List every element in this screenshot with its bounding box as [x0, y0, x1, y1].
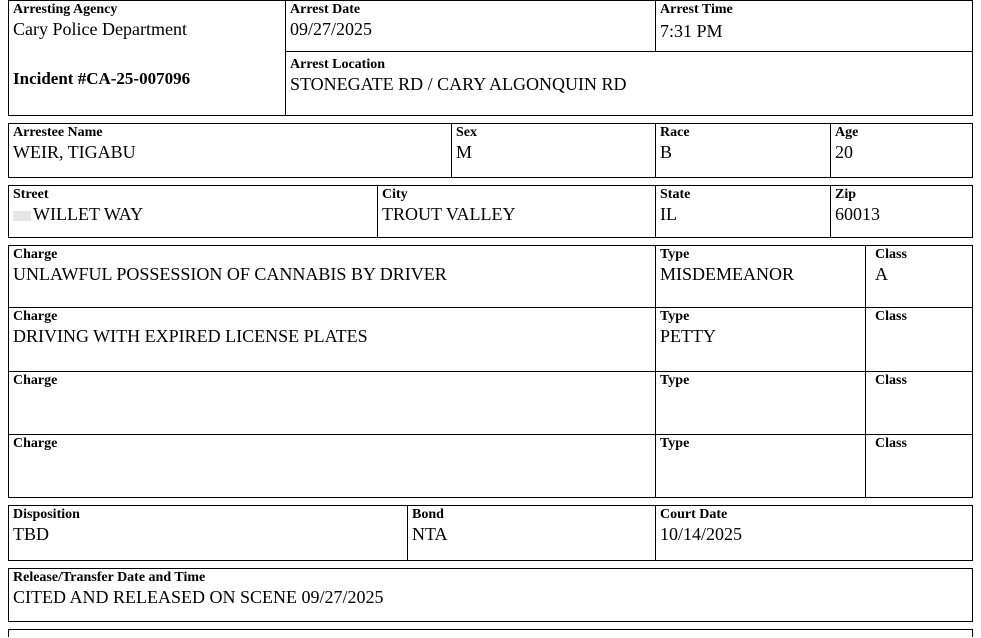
agency-label: Arresting Agency	[13, 2, 118, 17]
zip-cell	[830, 186, 972, 237]
charge-row	[8, 245, 973, 308]
arrest-location-cell	[285, 52, 972, 115]
charge-type-label: Type	[660, 309, 690, 324]
charge-cell	[9, 435, 655, 497]
disposition-section	[8, 505, 973, 561]
incident-number: Incident #CA-25-007096	[13, 69, 191, 88]
charge-type-cell	[655, 435, 865, 497]
court-date-value: 10/14/2025	[660, 524, 743, 544]
disposition-cell	[9, 506, 407, 560]
charge-class-label: Class	[875, 309, 907, 324]
court-date-label: Court Date	[660, 507, 728, 522]
charge-type-cell	[655, 372, 865, 434]
charge-class-label: Class	[875, 247, 907, 262]
charge-label: Charge	[13, 309, 58, 324]
arrest-time-cell	[655, 1, 972, 51]
charge-cell	[9, 308, 655, 371]
charge-type-cell	[655, 246, 865, 307]
release-section	[8, 568, 973, 622]
city-label: City	[382, 187, 408, 202]
zip-label: Zip	[835, 187, 857, 202]
charge-value: UNLAWFUL POSSESSION OF CANNABIS BY DRIVER	[13, 264, 447, 284]
sex-cell	[451, 124, 655, 177]
charge-label: Charge	[13, 436, 58, 451]
street-value-wrap	[13, 203, 377, 225]
sex-value: M	[456, 142, 473, 162]
state-value: IL	[660, 204, 677, 224]
charge-class-label: Class	[875, 436, 907, 451]
bond-cell	[407, 506, 655, 560]
bond-label: Bond	[412, 507, 444, 522]
charge-value: DRIVING WITH EXPIRED LICENSE PLATES	[13, 326, 368, 346]
charge-class-cell	[865, 308, 972, 371]
state-label: State	[660, 187, 691, 202]
arrestee-section	[8, 123, 973, 178]
next-section-top	[8, 629, 973, 637]
disposition-label: Disposition	[13, 507, 80, 522]
zip-value: 60013	[835, 204, 880, 224]
agency-cell	[9, 1, 285, 115]
charge-cell	[9, 372, 655, 434]
charge-class-cell	[865, 435, 972, 497]
release-cell	[9, 569, 972, 621]
city-cell	[377, 186, 655, 237]
charge-cell	[9, 246, 655, 307]
age-value: 20	[835, 142, 853, 162]
charge-row	[8, 435, 973, 498]
address-section	[8, 185, 973, 238]
age-label: Age	[835, 125, 859, 140]
charge-label: Charge	[13, 373, 58, 388]
street-cell	[9, 186, 377, 237]
court-date-cell	[655, 506, 972, 560]
charge-type-value: PETTY	[660, 326, 716, 346]
arrest-date-value: 09/27/2025	[290, 19, 373, 39]
arrest-date-label: Arrest Date	[290, 2, 361, 17]
arrestee-name-label: Arrestee Name	[13, 125, 103, 140]
charge-type-value: MISDEMEANOR	[660, 264, 795, 284]
age-cell	[830, 124, 972, 177]
street-value: WILLET WAY	[33, 204, 144, 224]
arrestee-name-value: WEIR, TIGABU	[13, 142, 136, 162]
state-cell	[655, 186, 830, 237]
arrest-location-label: Arrest Location	[290, 57, 385, 72]
charge-type-label: Type	[660, 247, 690, 262]
arrestee-name-cell	[9, 124, 451, 177]
bond-value: NTA	[412, 524, 448, 544]
charge-type-label: Type	[660, 436, 690, 451]
arrest-location-value: STONEGATE RD / CARY ALGONQUIN RD	[290, 74, 627, 94]
arrest-time-value: 7:31 PM	[660, 21, 723, 41]
disposition-value: TBD	[13, 524, 49, 544]
race-label: Race	[660, 125, 690, 140]
arrest-record-form	[8, 0, 973, 637]
release-label: Release/Transfer Date and Time	[13, 570, 206, 585]
city-value: TROUT VALLEY	[382, 204, 516, 224]
arrest-header-section	[8, 0, 973, 116]
charge-class-cell	[865, 372, 972, 434]
release-value: CITED AND RELEASED ON SCENE 09/27/2025	[13, 587, 384, 607]
charge-type-label: Type	[660, 373, 690, 388]
sex-label: Sex	[456, 125, 477, 140]
charge-row	[8, 308, 973, 372]
charge-row	[8, 372, 973, 435]
charge-type-cell	[655, 308, 865, 371]
charge-class-value: A	[875, 264, 888, 284]
street-label: Street	[13, 187, 49, 202]
arrest-date-cell	[285, 1, 655, 51]
agency-value: Cary Police Department	[13, 19, 187, 39]
arrest-time-label: Arrest Time	[660, 2, 733, 17]
charge-class-cell	[865, 246, 972, 307]
race-cell	[655, 124, 830, 177]
redacted-house-number	[13, 211, 31, 221]
charge-class-label: Class	[875, 373, 907, 388]
race-value: B	[660, 142, 673, 162]
charge-label: Charge	[13, 247, 58, 262]
